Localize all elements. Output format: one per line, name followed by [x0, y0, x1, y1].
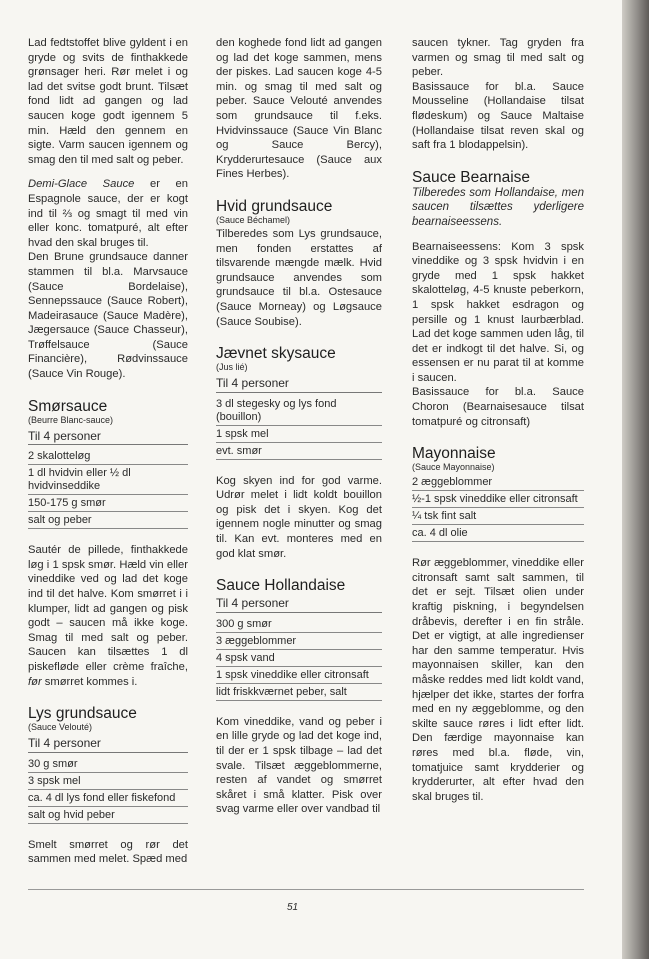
- ingredient: 300 g smør: [216, 616, 382, 633]
- ingredient: 1 spsk mel: [216, 426, 382, 443]
- page-number: 51: [287, 902, 299, 913]
- paragraph: Den Brune grundsauce danner stammen til bl.a. Marvsauce (Sauce Bordelaise), Sennepssauce (Sauce Robert), Madeirasauce (Sauce Madère), Jægersauce (Sauce Chasseur), Trøffelsauce (Sauce Financière), Rødvinssauce (Sauce Vin Rouge).: [28, 251, 188, 381]
- footer-divider: [28, 889, 584, 890]
- ingredient-list: [412, 474, 584, 542]
- column-1: [28, 36, 188, 877]
- ingredient-list: [28, 448, 188, 529]
- column-2: [216, 36, 382, 827]
- recipe-title: Jævnet skysauce: [216, 345, 336, 363]
- ingredient: evt. smør: [216, 443, 382, 460]
- ingredient: ca. 4 dl lys fond eller fiskefond: [28, 790, 188, 807]
- ingredient: 1 dl hvidvin eller ½ dl hvidvinseddike: [28, 465, 188, 495]
- ingredient: lidt friskkværnet peber, salt: [216, 684, 382, 701]
- ingredient: 3 spsk mel: [28, 773, 188, 790]
- ingredient: 3 dl stegesky og lys fond (bouillon): [216, 396, 382, 426]
- paragraph: Kog skyen ind for god varme. Udrør melet i lidt koldt bouillon og pisk det i skyen. Kog det igennem nogle minutter og smag til. Kan evt. monteres med en god klat smør.: [216, 474, 382, 560]
- paragraph: [28, 543, 188, 689]
- ingredient: 3 æggeblommer: [216, 633, 382, 650]
- servings: Til 4 personer: [28, 427, 188, 446]
- column-3: [412, 36, 584, 814]
- paragraph: den koghede fond lidt ad gangen og lad det koge sammen, mens der piskes. Lad saucen koge 4-5 min. og smag til med salt og peber. Sauce Velouté anvendes som grundsauce til f.eks. Hvidvinssauce (Sauce Vin Blanc og Sauce Bercy), Krydderurtesauce (Sauce aux Fines Herbes).: [216, 37, 382, 181]
- recipe-title: Sauce Hollandaise: [216, 577, 346, 595]
- ingredient: 2 æggeblommer: [412, 474, 584, 491]
- paragraph: [412, 240, 584, 386]
- book-binding-edge: [622, 0, 649, 959]
- paragraph: Basissauce for bl.a. Sauce Mousseline (Hollandaise tilsat flødeskum) og Sauce Maltaise (Hollandaise tilsat reven skal og saft fra 1 blodappelsin).: [412, 80, 584, 152]
- recipe-subtitle: (Beurre Blanc-sauce): [28, 414, 114, 425]
- paragraph: Smelt smørret og rør det sammen med melet. Spæd med: [28, 838, 188, 866]
- recipe-title: Mayonnaise: [412, 445, 496, 463]
- ingredient: 1 spsk vineddike eller citronsaft: [216, 667, 382, 684]
- paragraph-lead: Bearnaiseessens:: [412, 240, 501, 253]
- ingredient: ½-1 spsk vineddike eller citronsaft: [412, 491, 584, 508]
- ingredient: 30 g smør: [28, 756, 188, 773]
- paragraph: Lad fedtstoffet blive gyldent i en gryde og svits de finthakkede grønsager heri. Rør melet i og lad det svitse godt brunt. Tilsæt fond lidt ad gangen og lad saucen koge godt igennem 5 min. Hæld den gennem en sigte. Varm saucen igennem og smag den til med salt og peber.: [28, 37, 188, 166]
- italic-term: før: [28, 675, 42, 688]
- ingredient: 2 skalotteløg: [28, 448, 188, 465]
- ingredient: ca. 4 dl olie: [412, 525, 584, 542]
- recipe-intro: Tilberedes som Hollandaise, men saucen tilsættes yderligere bearnaiseessens.: [412, 186, 584, 228]
- ingredient: salt og peber: [28, 512, 188, 529]
- recipe-subtitle: (Sauce Béchamel): [216, 214, 291, 225]
- recipe-title: Lys grundsauce: [28, 705, 137, 723]
- paragraph: Rør æggeblommer, vineddike eller citronsaft samt salt sammen, til det er sejt. Tilsæt olien under kraftig piskning, i begyndelsen dråbevis, derefter i en fin stråle. Det er vigtigt, at alle ingredienser har den samme temperatur. Hvis mayonnaisen skiller, kan den måske reddes med lidt koldt vand, hjælper det ikke, startes der forfra med en ny æggeblomme, og den skilte sauce røres i lidt efter lidt. Den færdige mayonnaise kan røres med bl.a. fløde, vin, tomatjuice samt krydderier og krydderurter, alt efter hvad den skal bruges til.: [412, 557, 584, 803]
- ingredient-list: [216, 396, 382, 460]
- paragraph-text: er en Espagnole sauce, der er kogt ind til ⅔ og smagt til med vin eller konc. tomatpuré, alt efter hvad den skal bruges til.: [28, 178, 188, 249]
- paragraph-text: smørret kommes i.: [41, 675, 138, 688]
- ingredient-list: [216, 616, 382, 701]
- recipe-subtitle: (Jus lié): [216, 362, 248, 373]
- paragraph-text: Sautér de pillede, finthakkede løg i 1 spsk smør. Hæld vin eller vineddike ved og lad det koge ind til det halve. Kom smørret i i klumper, lidt ad gangen og pisk godt – saucen må ikke koge. Smag til med salt og peber. Saucen kan tilsættes 1 dl piskefløde eller crème fraîche,: [28, 544, 188, 673]
- paragraph: [28, 177, 188, 250]
- recipe-subtitle: (Sauce Mayonnaise): [412, 462, 495, 473]
- servings: Til 4 personer: [28, 734, 188, 753]
- italic-term: Demi-Glace Sauce: [28, 178, 135, 191]
- paragraph: Tilberedes som Lys grundsauce, men fonden erstattes af tilsvarende mængde mælk. Hvid grundsauce anvendes som grundsauce til bl.a. Ostesauce (Sauce Morneay) og Løgsauce (Sauce Soubise).: [216, 227, 382, 328]
- recipe-title: Sauce Bearnaise: [412, 168, 531, 186]
- paragraph-text: Kom 3 spsk vineddike og 3 spsk hvidvin i en gryde med 1 spsk hakket skalotteløg, 4-5 knuste peberkorn, 1 spsk hakket esdragon og persille og 1 knust laurbærblad. Lad det koge sammen uden låg, til det er indkogt til det halve. Si, og essensen er nu parat til at komme i saucen.: [412, 240, 584, 384]
- ingredient: salt og hvid peber: [28, 807, 188, 824]
- paragraph: saucen tykner. Tag gryden fra varmen og smag til med salt og peber.: [412, 37, 584, 79]
- ingredient-list: [28, 756, 188, 824]
- paragraph: Basissauce for bl.a. Sauce Choron (Bearnaisesauce tilsat tomatpuré og citronsaft): [412, 386, 584, 428]
- recipe-title: Hvid grundsauce: [216, 197, 333, 215]
- servings: Til 4 personer: [216, 594, 382, 613]
- recipe-subtitle: (Sauce Velouté): [28, 722, 93, 733]
- ingredient: 4 spsk vand: [216, 650, 382, 667]
- recipe-title: Smørsauce: [28, 397, 108, 415]
- servings: Til 4 personer: [216, 374, 382, 393]
- ingredient: 150-175 g smør: [28, 495, 188, 512]
- ingredient: ¼ tsk fint salt: [412, 508, 584, 525]
- paragraph: Kom vineddike, vand og peber i en lille gryde og lad det koge ind, til der er 1 spsk tilbage – lad det svale. Tilsæt æggeblommerne, resten af vandet og smørret skåret i små klatter. Pisk over svag varme eller over vandbad til: [216, 715, 382, 816]
